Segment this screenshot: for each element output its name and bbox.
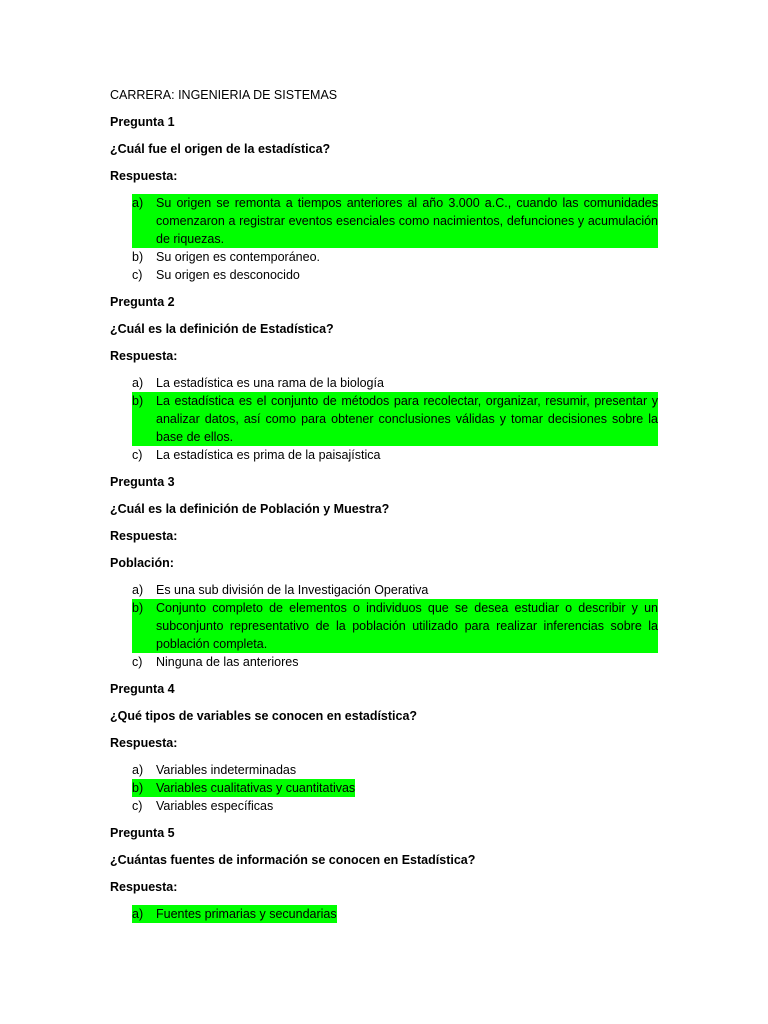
options-list [110,581,658,671]
correct-option [132,194,658,248]
option [110,266,658,284]
option [110,374,658,392]
question-text: ¿Qué tipos de variables se conocen en estadística? [110,709,418,723]
option-letter: c) [132,799,143,813]
option-letter: b) [132,599,156,617]
option [110,446,658,464]
option-text: Fuentes primarias y secundarias [156,907,337,921]
option-letter: a) [132,376,144,390]
options-list [110,194,658,284]
question-block [110,473,658,671]
answer-label: Respuesta: [110,880,178,894]
option-text: Su origen es desconocido [156,268,300,282]
answer-label: Respuesta: [110,349,178,363]
options-list [110,761,658,815]
option-text: Su origen se remonta a tiempos anteriores al año 3.000 a.C., cuando las comunidades comenzaron a registrar eventos esenciales como nacimientos, defunciones y acumulación de riquezas. [156,196,658,246]
option [110,653,658,671]
option-text: Su origen es contemporáneo. [156,250,320,264]
option-text: La estadística es una rama de la biología [156,376,384,390]
question-number: Pregunta 2 [110,295,175,309]
option [110,248,658,266]
option-text: Es una sub división de la Investigación Operativa [156,583,429,597]
option [110,797,658,815]
document-page [110,86,658,932]
option-text: Variables específicas [156,799,274,813]
option-letter: a) [132,905,156,923]
option-letter: a) [132,583,144,597]
answer-label: Respuesta: [110,736,178,750]
question-text: ¿Cuál es la definición de Estadística? [110,322,334,336]
correct-option [132,779,355,797]
option-letter: a) [132,194,156,212]
correct-option [132,905,337,923]
question-number: Pregunta 1 [110,115,175,129]
option-letter: c) [132,655,143,669]
option-letter: b) [132,779,156,797]
answer-label: Respuesta: [110,169,178,183]
question-block [110,113,658,284]
option-text: La estadística es el conjunto de métodos para recolectar, organizar, resumir, presentar y analizar datos, así como para obtener conclusiones válidas y tomar decisiones sobre la base de ellos. [156,394,658,444]
option-letter: c) [132,268,143,282]
option-text: La estadística es prima de la paisajística [156,448,381,462]
answer-sublabel: Población: [110,556,174,570]
question-block [110,824,658,923]
option-letter: b) [132,250,144,264]
question-block [110,680,658,815]
option-letter: c) [132,448,143,462]
option [110,761,658,779]
career-heading: CARRERA: INGENIERIA DE SISTEMAS [110,88,338,102]
question-block [110,293,658,464]
correct-option [132,392,658,446]
option-text: Variables indeterminadas [156,763,297,777]
correct-option [132,599,658,653]
options-list [110,905,658,923]
question-number: Pregunta 3 [110,475,175,489]
question-text: ¿Cuál fue el origen de la estadística? [110,142,331,156]
option [110,581,658,599]
question-text: ¿Cuántas fuentes de información se conocen en Estadística? [110,853,476,867]
question-number: Pregunta 4 [110,682,175,696]
option-letter: a) [132,763,144,777]
questions-container [110,113,658,923]
question-text: ¿Cuál es la definición de Población y Muestra? [110,502,390,516]
options-list [110,374,658,464]
option-letter: b) [132,392,156,410]
option-text: Ninguna de las anteriores [156,655,299,669]
option-text: Variables cualitativas y cuantitativas [156,781,356,795]
question-number: Pregunta 5 [110,826,175,840]
option-text: Conjunto completo de elementos o individuos que se desea estudiar o describir y un subconjunto representativo de la población utilizado para realizar inferencias sobre la población completa. [156,601,658,651]
answer-label: Respuesta: [110,529,178,543]
